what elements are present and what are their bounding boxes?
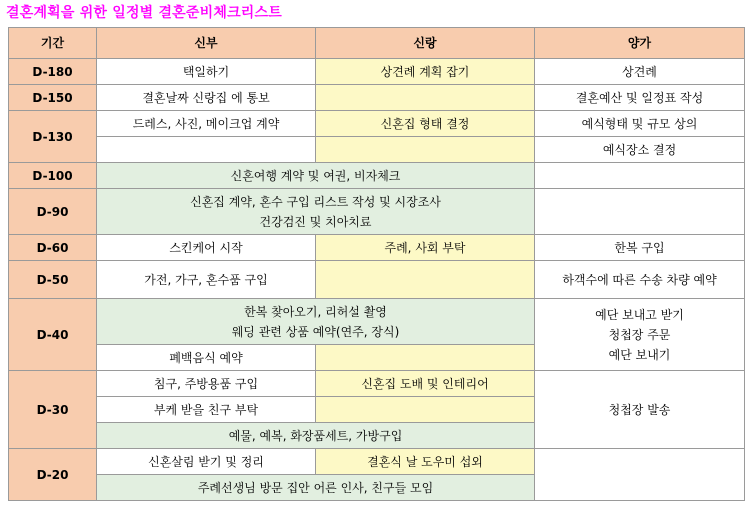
shared-cell: 예물, 예복, 화장품세트, 가방구입 (97, 423, 535, 449)
groom-cell (316, 137, 535, 163)
both-cell: 하객수에 따른 수송 차량 예약 (535, 261, 745, 299)
checklist-table (8, 27, 745, 501)
shared-line: 웨딩 관련 상품 예약(연주, 장식) (231, 324, 400, 339)
both-cell (535, 163, 745, 189)
groom-cell: 신혼집 도배 및 인테리어 (316, 371, 535, 397)
bride-cell: 폐백음식 예약 (97, 345, 316, 371)
period-cell: D-60 (9, 235, 97, 261)
table-row (9, 235, 745, 261)
groom-cell: 상견례 계획 잡기 (316, 59, 535, 85)
header-row (9, 28, 745, 59)
shared-cell (97, 189, 535, 235)
both-cell (535, 449, 745, 501)
both-line: 청첩장 주문 (608, 327, 671, 342)
both-cell: 청첩장 발송 (535, 371, 745, 449)
bride-cell: 드레스, 사진, 메이크업 계약 (97, 111, 316, 137)
table-row (9, 449, 745, 475)
table-row (9, 261, 745, 299)
table-row (9, 163, 745, 189)
shared-line: 신혼집 계약, 혼수 구입 리스트 작성 및 시장조사 (190, 194, 441, 209)
groom-cell: 신혼집 형태 결정 (316, 111, 535, 137)
groom-cell (316, 397, 535, 423)
period-cell: D-130 (9, 111, 97, 163)
bride-cell: 부케 받을 친구 부탁 (97, 397, 316, 423)
both-cell: 한복 구입 (535, 235, 745, 261)
header-period: 기간 (9, 28, 97, 59)
bride-cell: 가전, 가구, 혼수품 구입 (97, 261, 316, 299)
groom-cell: 결혼식 날 도우미 섭외 (316, 449, 535, 475)
period-cell: D-20 (9, 449, 97, 501)
period-cell: D-50 (9, 261, 97, 299)
shared-cell: 신혼여행 계약 및 여권, 비자체크 (97, 163, 535, 189)
table-row (9, 111, 745, 137)
bride-cell: 신혼살림 받기 및 정리 (97, 449, 316, 475)
bride-cell (97, 137, 316, 163)
shared-line: 건강검진 및 치아치료 (259, 214, 372, 229)
groom-cell (316, 85, 535, 111)
groom-cell (316, 345, 535, 371)
period-cell: D-40 (9, 299, 97, 371)
shared-cell (97, 299, 535, 345)
table-row (9, 371, 745, 397)
header-both: 양가 (535, 28, 745, 59)
both-line: 예단 보내기 (608, 347, 671, 362)
period-cell: D-30 (9, 371, 97, 449)
both-cell: 예식형태 및 규모 상의 (535, 111, 745, 137)
page-title: 결혼계획을 위한 일정별 결혼준비체크리스트 (6, 5, 282, 21)
period-cell: D-100 (9, 163, 97, 189)
both-cell (535, 299, 745, 371)
table-row (9, 59, 745, 85)
shared-cell: 주례선생님 방문 집안 어른 인사, 친구들 모임 (97, 475, 535, 501)
period-cell: D-90 (9, 189, 97, 235)
both-cell (535, 189, 745, 235)
bride-cell: 침구, 주방용품 구입 (97, 371, 316, 397)
table-row (9, 85, 745, 111)
bride-cell: 결혼날짜 신랑집 에 통보 (97, 85, 316, 111)
period-cell: D-150 (9, 85, 97, 111)
table-row (9, 189, 745, 235)
both-cell: 결혼예산 및 일정표 작성 (535, 85, 745, 111)
both-line: 예단 보내고 받기 (595, 307, 684, 322)
header-bride: 신부 (97, 28, 316, 59)
shared-line: 한복 찾아오기, 리허설 촬영 (244, 304, 387, 319)
bride-cell: 택일하기 (97, 59, 316, 85)
both-cell: 상견례 (535, 59, 745, 85)
table-row (9, 299, 745, 345)
header-groom: 신랑 (316, 28, 535, 59)
table-row (9, 137, 745, 163)
groom-cell: 주례, 사회 부탁 (316, 235, 535, 261)
period-cell: D-180 (9, 59, 97, 85)
groom-cell (316, 261, 535, 299)
both-cell: 예식장소 결정 (535, 137, 745, 163)
bride-cell: 스킨케어 시작 (97, 235, 316, 261)
